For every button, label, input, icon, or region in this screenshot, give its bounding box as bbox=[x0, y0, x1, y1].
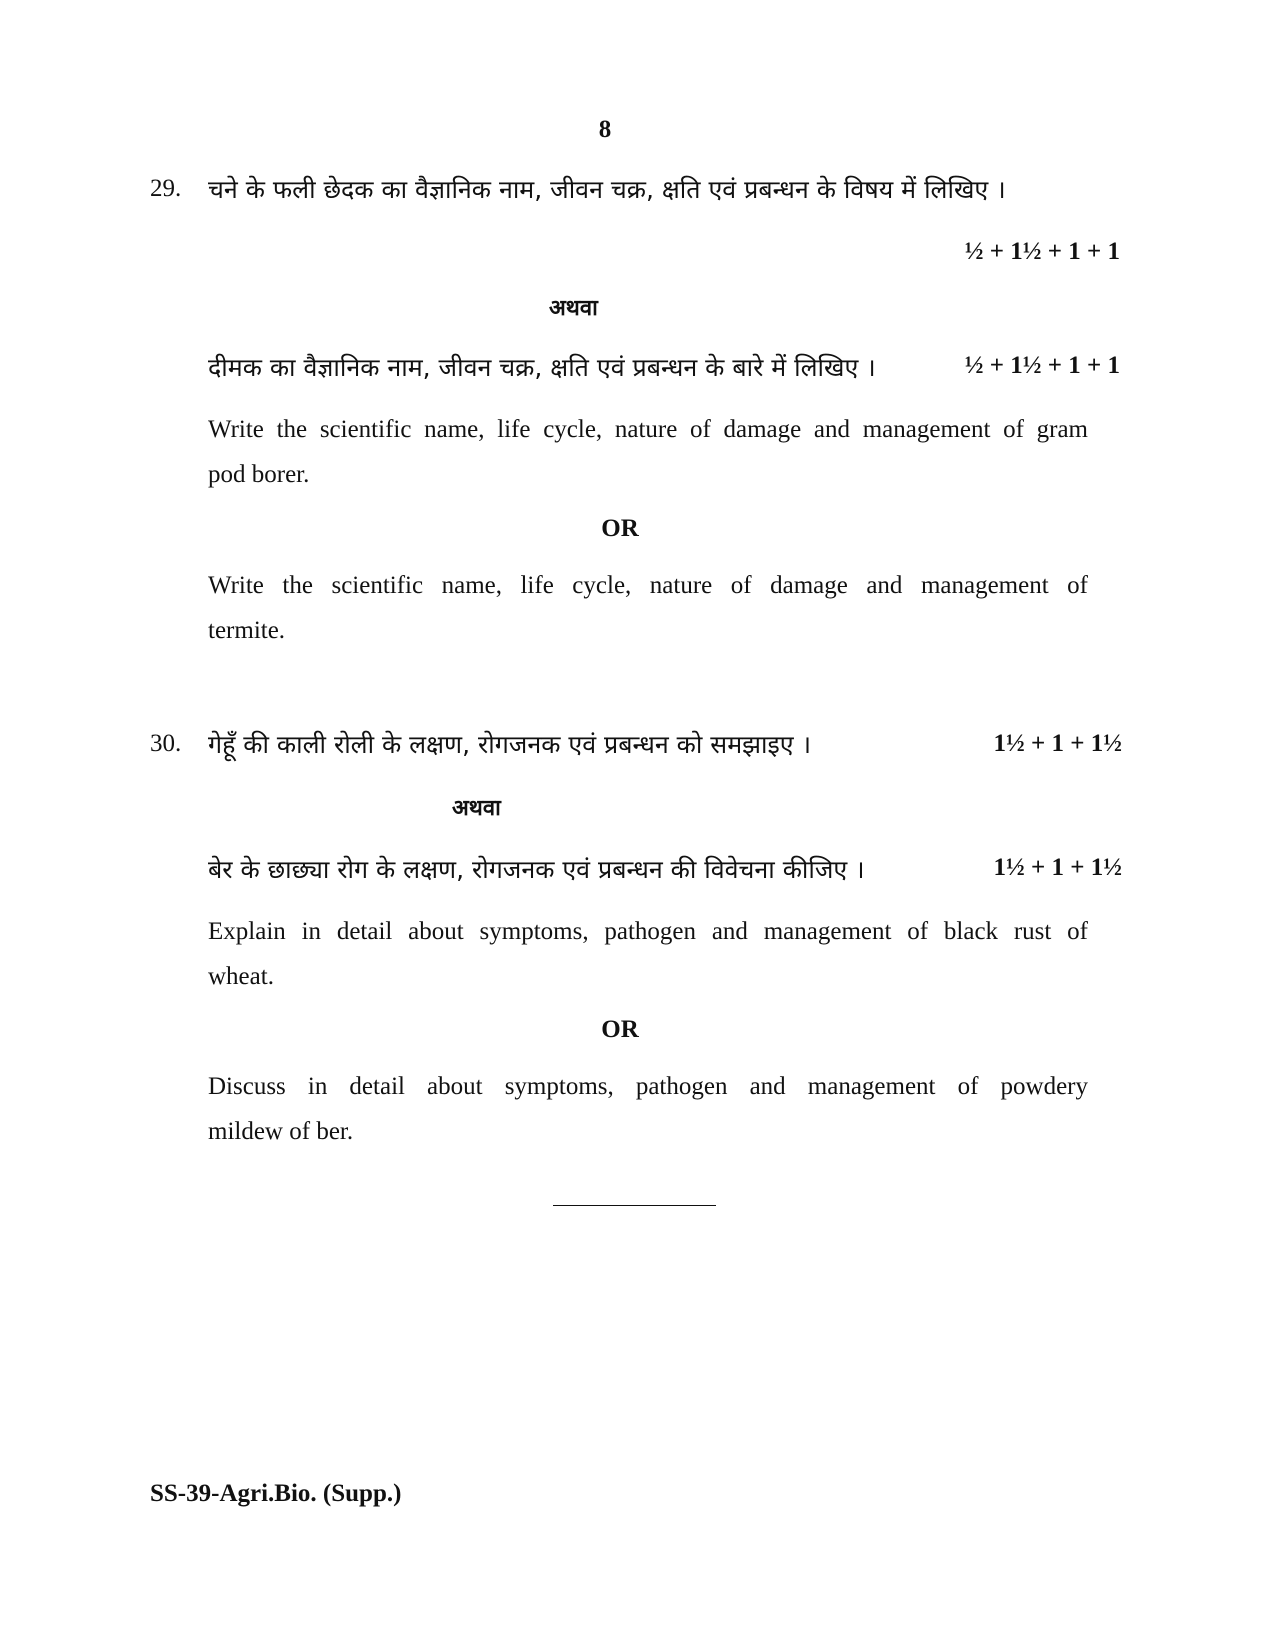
question-number: 30. bbox=[150, 730, 182, 757]
text-line: wheat. bbox=[208, 963, 274, 990]
text-line: termite. bbox=[208, 617, 286, 644]
text-line: Write the scientific name, life cycle, nature of damage and management of bbox=[208, 572, 1088, 599]
paper-code-footer: SS-39-Agri.Bio. (Supp.) bbox=[150, 1480, 402, 1507]
marks-distribution: ½ + 1½ + 1 + 1 bbox=[964, 238, 1120, 265]
question-hindi-text: चने के फली छेदक का वैज्ञानिक नाम, जीवन चक्र, क्षति एवं प्रबन्धन के विषय में लिखिए । bbox=[208, 175, 1006, 204]
marks-distribution: ½ + 1½ + 1 + 1 bbox=[964, 352, 1120, 379]
question-english-text bbox=[208, 909, 1088, 999]
hindi-or-label: अथवा bbox=[549, 296, 598, 321]
english-or-label: OR bbox=[601, 1016, 639, 1043]
alternative-english-text bbox=[208, 1064, 1088, 1154]
text-line: Explain in detail about symptoms, pathogen and management of black rust of bbox=[208, 918, 1088, 945]
question-english-text bbox=[208, 407, 1088, 497]
english-or-label: OR bbox=[601, 515, 639, 542]
page-number: 8 bbox=[598, 116, 612, 143]
marks-distribution: 1½ + 1 + 1½ bbox=[993, 730, 1122, 757]
text-line: Discuss in detail about symptoms, pathogen and management of powdery bbox=[208, 1073, 1088, 1100]
question-number: 29. bbox=[150, 175, 182, 202]
alternative-english-text bbox=[208, 563, 1088, 653]
alternative-hindi-text: दीमक का वैज्ञानिक नाम, जीवन चक्र, क्षति एवं प्रबन्धन के बारे में लिखिए । bbox=[208, 353, 876, 382]
marks-distribution: 1½ + 1 + 1½ bbox=[993, 854, 1122, 881]
text-line: mildew of ber. bbox=[208, 1118, 354, 1145]
text-line: pod borer. bbox=[208, 461, 310, 488]
end-divider bbox=[553, 1205, 716, 1206]
text-line: Write the scientific name, life cycle, nature of damage and management of gram bbox=[208, 416, 1088, 443]
alternative-hindi-text: बेर के छाछ्या रोग के लक्षण, रोगजनक एवं प्रबन्धन की विवेचना कीजिए । bbox=[208, 855, 865, 884]
question-hindi-text: गेहूँ की काली रोली के लक्षण, रोगजनक एवं प्रबन्धन को समझाइए । bbox=[208, 730, 812, 759]
hindi-or-label: अथवा bbox=[452, 796, 501, 821]
